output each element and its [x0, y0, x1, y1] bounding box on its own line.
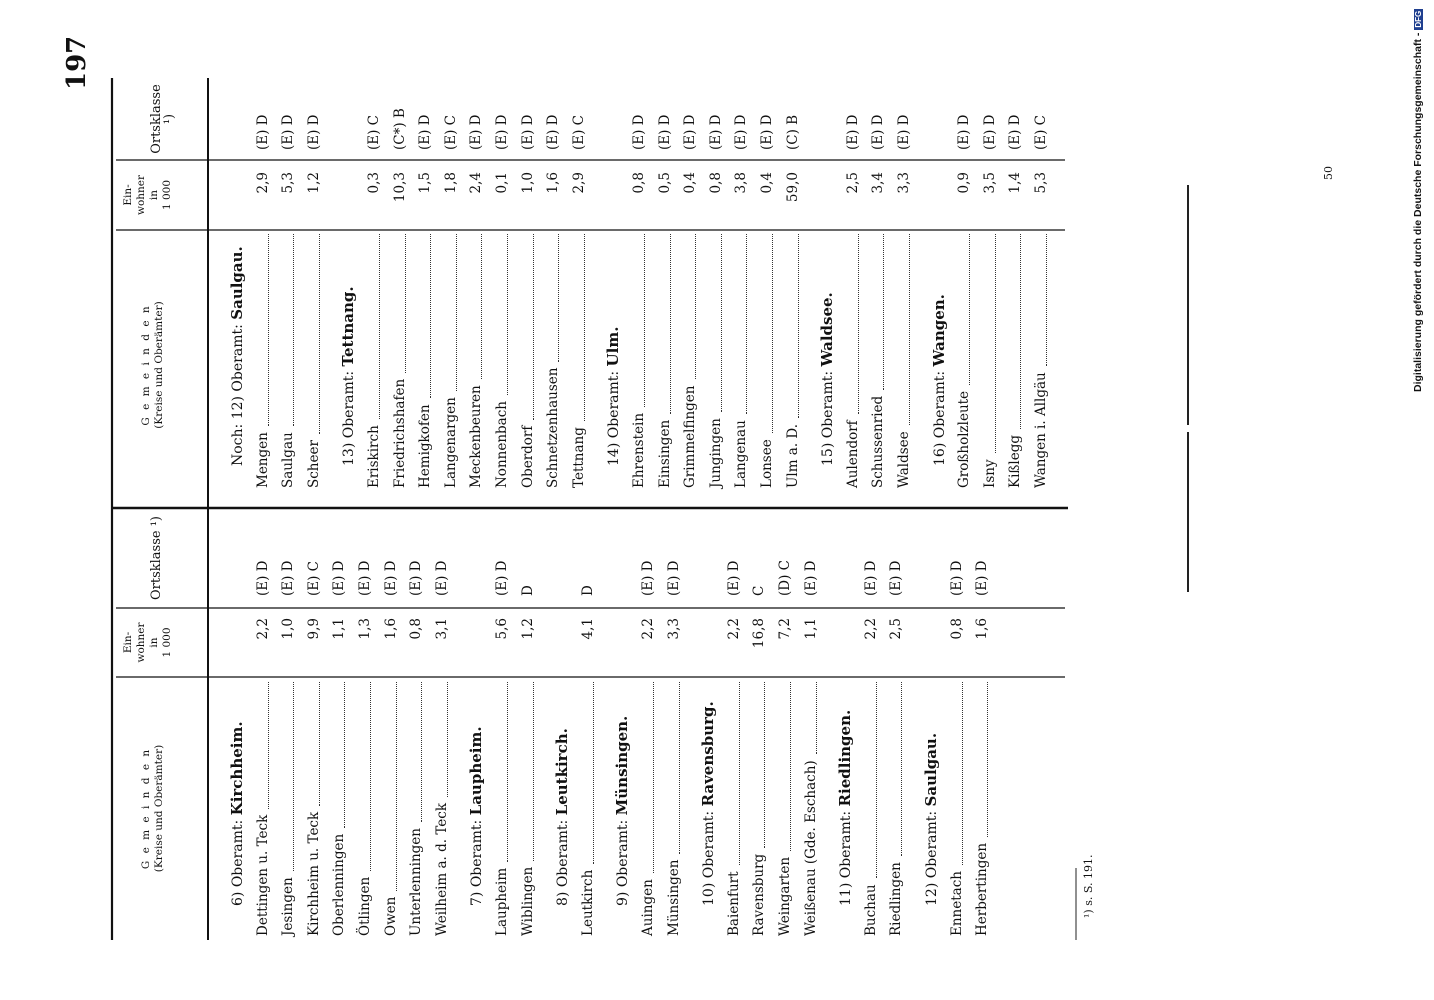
section-heading — [833, 508, 857, 936]
table-row — [892, 68, 916, 488]
gemeinde-name: Hemigkofen — [417, 404, 434, 488]
section-heading — [927, 68, 951, 488]
leader-dots — [695, 234, 696, 379]
leader-dots — [1046, 234, 1047, 366]
einwohner-value: 2,4 — [468, 172, 485, 194]
section-heading — [696, 508, 720, 936]
leader-dots — [790, 682, 791, 851]
ortsklasse-value: (E) D — [896, 114, 912, 150]
ortsklasse-value: (E) C — [1033, 114, 1049, 150]
table-row — [1029, 68, 1053, 488]
einwohner-value: 0,4 — [759, 172, 775, 194]
table-row — [662, 508, 686, 936]
gemeinde-name: Weingarten — [777, 856, 793, 936]
gemeinde-name: Waldsee — [896, 431, 912, 488]
section-heading — [225, 68, 249, 488]
digitization-note — [1412, 9, 1424, 392]
einwohner-value: 3,5 — [981, 172, 998, 194]
oberamt-name: Saulgau. — [922, 732, 940, 807]
table-row — [302, 508, 326, 936]
section-heading-text — [464, 726, 489, 906]
ortsklasse-value: (E) D — [733, 114, 750, 150]
leader-dots — [969, 234, 970, 385]
table-row — [251, 68, 275, 488]
table-row — [353, 508, 377, 936]
einwohner-value: 1,1 — [331, 618, 348, 640]
einwohner-value: 0,4 — [682, 172, 699, 194]
leader-dots — [379, 234, 380, 419]
einwohner-value: 0,8 — [408, 618, 425, 640]
ortsklasse-value: (E) D — [382, 560, 399, 596]
einwohner-value: 5,3 — [280, 172, 297, 194]
digitization-text: Digitalisierung gefördert durch die Deutsche Forschungsgemeinschaft - — [1412, 32, 1424, 392]
einwohner-value: 0,8 — [707, 172, 724, 194]
table-row — [678, 68, 702, 488]
leader-dots — [430, 234, 431, 398]
gemeinde-name: Laupheim — [494, 867, 510, 936]
leader-dots — [344, 682, 345, 828]
leader-dots — [293, 234, 294, 426]
table-row — [884, 508, 908, 936]
einwohner-value: 9,9 — [305, 618, 322, 640]
leader-dots — [679, 682, 680, 854]
einwohner-value: 16,8 — [751, 618, 768, 649]
table-row — [627, 68, 651, 488]
leader-dots — [883, 234, 884, 390]
einwohner-value: 7,2 — [777, 618, 793, 640]
section-heading-prefix: 9) Oberamt: — [615, 815, 632, 906]
einwohner-value: 1,8 — [442, 172, 459, 194]
gemeinde-name: Leutkirch — [579, 869, 596, 936]
section-heading-text — [601, 327, 626, 466]
einwohner-value: 1,6 — [974, 618, 991, 640]
gemeinde-name: Grimmelfingen — [682, 385, 699, 488]
header-gemeinden-label: G e m e i n d e n — [140, 304, 152, 426]
ortsklasse-value: (E) D — [417, 114, 434, 150]
dfg-logo: DFG — [1414, 10, 1423, 28]
gemeinde-name: Ravensburg — [751, 853, 768, 936]
gemeinde-name: Kirchheim u. Teck — [305, 811, 322, 936]
leader-dots — [746, 234, 747, 414]
table-row — [490, 68, 514, 488]
ortsklasse-value: (E) D — [640, 560, 656, 596]
einwohner-value: 1,6 — [382, 618, 399, 640]
section-heading-prefix: 15) Oberamt: — [820, 366, 837, 466]
table-row — [541, 68, 565, 488]
einwohner-value: 10,3 — [391, 172, 408, 203]
gemeinde-name: Wangen i. Allgäu — [1033, 372, 1049, 488]
table-row — [653, 68, 677, 488]
leader-dots — [268, 234, 269, 426]
table-row — [404, 508, 428, 936]
leader-dots — [901, 682, 902, 856]
table-row — [747, 508, 771, 936]
leader-dots — [533, 234, 534, 420]
gemeinde-name: Saulgau — [280, 432, 297, 488]
oberamt-name: Ravensburg. — [699, 701, 718, 807]
oberamt-name: Waldsee. — [818, 292, 837, 367]
ortsklasse-value: (E) D — [468, 114, 485, 150]
table-row — [729, 68, 753, 488]
einwohner-value: 3,8 — [733, 172, 750, 194]
einwohner-value: 3,3 — [896, 172, 912, 194]
ortsklasse-value: (E) C — [305, 560, 322, 596]
leader-dots — [739, 682, 740, 865]
ortsklasse-value: (E) D — [665, 560, 682, 596]
ortsklasse-value: D — [519, 585, 536, 596]
ortsklasse-value: (E) D — [862, 560, 879, 596]
ortsklasse-value: (E) D — [974, 560, 991, 596]
leader-dots — [447, 682, 448, 797]
leader-dots — [721, 234, 722, 412]
table-row — [636, 508, 660, 936]
section-heading-text — [696, 701, 721, 906]
ortsklasse-value: (E) D — [656, 114, 673, 150]
table-row — [704, 68, 728, 488]
table-row — [755, 68, 779, 488]
gemeinde-name: Weilheim a. d. Teck — [433, 802, 450, 936]
section-heading-prefix: 10) Oberamt: — [701, 806, 718, 906]
gemeinde-name: Oberlenningen — [331, 833, 348, 936]
gemeinde-name: Auingen — [640, 879, 656, 936]
oberamt-name: Saulgau. — [228, 246, 246, 320]
ortsklasse-value: (E) D — [254, 560, 271, 596]
header-gemeinden-left — [140, 677, 166, 940]
einwohner-value: 0,5 — [656, 172, 673, 194]
table-row — [781, 68, 805, 488]
gemeinde-name: Aulendorf — [844, 420, 861, 488]
ortsklasse-value: (E) D — [494, 114, 510, 150]
ortsklasse-value: (E) D — [545, 114, 562, 150]
table-row — [430, 508, 454, 936]
gemeinde-name: Jungingen — [707, 418, 724, 488]
table-row — [945, 508, 969, 936]
einwohner-value: 3,3 — [665, 618, 682, 640]
table-row — [362, 68, 386, 488]
header-gemeinden-sub: (Kreise und Oberämter) — [153, 744, 165, 873]
gemeinde-name: Herbertingen — [974, 842, 991, 936]
einwohner-value: 0,8 — [948, 618, 965, 640]
oberamt-name: Tettnang. — [339, 286, 358, 367]
ortsklasse-value: (C) B — [784, 114, 801, 150]
ortsklasse-value: (E) D — [948, 560, 965, 596]
gemeinde-name: Owen — [382, 896, 399, 936]
ortsklasse-value: (E) D — [981, 114, 998, 150]
ortsklasse-value: (E) D — [357, 560, 373, 596]
einwohner-value: 2,5 — [888, 618, 905, 640]
einwohner-value: 1,4 — [1007, 172, 1024, 194]
leader-dots — [858, 234, 859, 414]
einwohner-value: 2,2 — [862, 618, 879, 640]
oberamt-name: Laupheim. — [467, 726, 486, 816]
ortsklasse-value: (E) D — [802, 560, 819, 596]
header-gemeinden-right — [140, 230, 166, 500]
einwohner-value: 3,4 — [870, 172, 887, 194]
gemeinde-name: Isny — [981, 459, 998, 488]
table-row — [388, 68, 412, 488]
section-heading-text — [919, 733, 944, 906]
section-heading — [610, 508, 634, 936]
section-heading-prefix: 16) Oberamt: — [931, 366, 948, 466]
einwohner-value: 5,3 — [1033, 172, 1049, 194]
gemeinde-name: Unterlenningen — [408, 828, 425, 936]
gemeinde-name: Ennetach — [948, 871, 965, 936]
leader-dots — [319, 234, 320, 434]
table-row — [722, 508, 746, 936]
ortsklasse-value: (E) D — [631, 114, 647, 150]
einwohner-value: 0,8 — [631, 172, 647, 194]
leader-dots — [481, 234, 482, 379]
table-row — [567, 68, 591, 488]
ortsklasse-value: (E) D — [956, 114, 973, 150]
gemeinde-name: Langenargen — [442, 397, 459, 488]
section-heading — [601, 68, 625, 488]
gemeinde-name: Ehrenstein — [631, 412, 647, 488]
section-heading-text — [225, 721, 250, 906]
section-heading-prefix: 14) Oberamt: — [606, 366, 623, 466]
gemeinde-name: Schussenried — [870, 395, 887, 488]
leader-dots — [1020, 234, 1021, 429]
gemeinde-name: Wiblingen — [519, 866, 536, 936]
section-heading-prefix: 11) Oberamt: — [838, 806, 855, 906]
einwohner-value: 2,2 — [640, 618, 656, 640]
section-heading-text — [550, 728, 575, 906]
einwohner-value: 4,1 — [579, 618, 596, 640]
ortsklasse-value: (E) D — [759, 114, 775, 150]
ortsklasse-value: (D) C — [777, 560, 793, 596]
gemeinde-name: Tettnang — [570, 427, 587, 488]
leader-dots — [319, 682, 320, 806]
table-row — [773, 508, 797, 936]
einwohner-value: 59,0 — [784, 172, 801, 203]
einwohner-value: 2,9 — [254, 172, 271, 194]
header-ortsklasse-left: Ortsklasse ¹) — [149, 516, 164, 601]
gemeinde-name: Buchau — [862, 884, 879, 936]
page-number: 197 — [62, 35, 92, 90]
einwohner-value: 1,2 — [519, 618, 536, 640]
header-einwohner-right: Ein- wohner in 1 000 — [122, 174, 173, 216]
section-heading — [550, 508, 574, 936]
leader-dots — [293, 682, 294, 871]
table-row — [302, 68, 326, 488]
leader-dots — [421, 682, 422, 822]
ortsklasse-value: (E) D — [725, 560, 742, 596]
leader-dots — [268, 682, 269, 809]
ortsklasse-value: (E) D — [888, 560, 905, 596]
oberamt-name: Ulm. — [604, 326, 623, 367]
table-row — [516, 508, 540, 936]
section-heading-text — [610, 716, 635, 906]
leader-dots — [507, 682, 508, 862]
gemeinde-name: Großholzleute — [956, 390, 973, 488]
footnote: ¹) s. S. 191. — [1082, 854, 1095, 918]
gemeinde-name: Einsingen — [656, 419, 673, 488]
section-heading — [464, 508, 488, 936]
table-row — [799, 508, 823, 936]
einwohner-value: 1,0 — [519, 172, 536, 194]
gemeinde-name: Eriskirch — [366, 425, 382, 488]
gemeinde-name: Ötlingen — [357, 876, 373, 936]
section-heading-prefix: 8) Oberamt: — [555, 815, 572, 906]
leader-dots — [909, 234, 910, 425]
gemeinde-name: Münsingen — [665, 859, 682, 936]
ortsklasse-value: (E) D — [682, 114, 699, 150]
leader-dots — [987, 682, 988, 837]
einwohner-value: 0,1 — [494, 172, 510, 194]
ortsklasse-value: D — [579, 585, 596, 596]
einwohner-value: 2,9 — [570, 172, 587, 194]
einwohner-value: 0,9 — [956, 172, 973, 194]
einwohner-value: 1,5 — [417, 172, 434, 194]
einwohner-value: 2,2 — [725, 618, 742, 640]
leader-dots — [653, 682, 654, 873]
gemeinde-name: Weißenau (Gde. Eschach) — [802, 760, 819, 936]
section-heading-text — [225, 246, 250, 466]
gemeinde-name: Meckenbeuren — [468, 385, 485, 488]
ortsklasse-value: (E) C — [442, 114, 459, 150]
einwohner-value: 1,2 — [305, 172, 322, 194]
leader-dots — [876, 682, 877, 878]
gemeinde-name: Friedrichshafen — [391, 378, 408, 488]
oberamt-name: Wangen. — [929, 294, 948, 367]
gemeinde-name: Mengen — [254, 432, 271, 488]
leader-dots — [816, 682, 817, 754]
ortsklasse-value: (E) D — [519, 114, 536, 150]
header-einwohner-left: Ein- wohner in 1 000 — [122, 622, 173, 663]
leader-dots — [772, 234, 773, 433]
leader-dots — [584, 234, 585, 421]
einwohner-value: 2,2 — [254, 618, 271, 640]
gemeinde-name: Langenau — [733, 420, 750, 488]
ortsklasse-value: (E) D — [280, 560, 297, 596]
gemeinde-name: Dettingen u. Teck — [254, 814, 271, 936]
table-row — [978, 68, 1002, 488]
ortsklasse-value: (E) D — [844, 114, 861, 150]
section-heading-prefix: 6) Oberamt: — [230, 815, 246, 906]
section-heading-prefix: Noch: 12) Oberamt: — [230, 319, 246, 466]
table-row — [576, 508, 600, 936]
ortsklasse-value: (E) C — [570, 114, 587, 150]
einwohner-value: 1,3 — [357, 618, 373, 640]
ortsklasse-value: (E) D — [433, 560, 450, 596]
leader-dots — [764, 682, 765, 848]
ortsklasse-value: (E) D — [305, 114, 322, 150]
oberamt-name: Münsingen. — [613, 715, 632, 816]
table-row — [251, 508, 275, 936]
gemeinde-name: Baienfurt — [725, 871, 742, 936]
section-heading-prefix: 12) Oberamt: — [924, 806, 940, 906]
leader-dots — [995, 234, 996, 453]
leader-dots — [456, 234, 457, 391]
section-heading-prefix: 7) Oberamt: — [469, 815, 486, 906]
section-heading-text — [833, 710, 858, 906]
section-heading — [225, 508, 249, 936]
oberamt-name: Kirchheim. — [228, 721, 246, 816]
section-heading-prefix: 13) Oberamt: — [341, 366, 358, 466]
ortsklasse-value: C — [751, 585, 768, 596]
table-row — [952, 68, 976, 488]
table-row — [866, 68, 890, 488]
ortsklasse-value: (E) D — [1007, 114, 1024, 150]
leader-dots — [593, 682, 594, 864]
table-row — [841, 68, 865, 488]
table-row — [276, 508, 300, 936]
einwohner-value: 2,5 — [844, 172, 861, 194]
einwohner-value: 1,0 — [280, 618, 297, 640]
gemeinde-name: Schnetzenhausen — [545, 367, 562, 488]
leader-dots — [396, 682, 397, 891]
gemeinde-name: Ulm a. D. — [784, 423, 801, 488]
gemeinde-name: Kißlegg — [1007, 434, 1024, 488]
table-row — [970, 508, 994, 936]
ortsklasse-value: (E) D — [707, 114, 724, 150]
gemeinde-name: Lonsee — [759, 439, 775, 488]
section-heading-text — [815, 292, 840, 466]
ortsklasse-value: (E) D — [254, 114, 271, 150]
leader-dots — [644, 234, 645, 407]
section-heading-text — [336, 286, 361, 466]
einwohner-value: 5,6 — [494, 618, 510, 640]
leader-dots — [962, 682, 963, 865]
margin-number: 50 — [1322, 166, 1335, 180]
table-row — [859, 508, 883, 936]
table-row — [413, 68, 437, 488]
ortsklasse-value: (E) D — [494, 560, 510, 596]
ortsklasse-value: (E) D — [331, 560, 348, 596]
gemeinde-name: Scheer — [305, 440, 322, 488]
ortsklasse-value: (E) D — [280, 114, 297, 150]
leader-dots — [507, 234, 508, 395]
section-heading — [336, 68, 360, 488]
gemeinde-name: Jesingen — [280, 877, 297, 936]
leader-dots — [533, 682, 534, 861]
einwohner-value: 3,1 — [433, 618, 450, 640]
ortsklasse-value: (E) D — [408, 560, 425, 596]
table-row — [516, 68, 540, 488]
gemeinde-name: Nonnenbach — [494, 401, 510, 488]
gemeinde-name: Riedlingen — [888, 862, 905, 936]
ortsklasse-value: (E) C — [366, 114, 382, 150]
table-row — [276, 68, 300, 488]
table-row — [464, 68, 488, 488]
table-row — [439, 68, 463, 488]
table-row — [1003, 68, 1027, 488]
header-gemeinden-label: G e m e i n d e n — [140, 747, 152, 870]
table-row — [327, 508, 351, 936]
table-row — [490, 508, 514, 936]
section-heading-text — [927, 294, 952, 466]
oberamt-name: Riedlingen. — [836, 709, 855, 807]
einwohner-value: 0,3 — [366, 172, 382, 194]
header-gemeinden-sub: (Kreise und Oberämter) — [153, 301, 165, 429]
table-row — [379, 508, 403, 936]
gemeinde-name: Oberdorf — [519, 425, 536, 488]
section-heading — [919, 508, 943, 936]
ortsklasse-value: (C*) B — [391, 108, 408, 150]
einwohner-value: 1,6 — [545, 172, 562, 194]
leader-dots — [370, 682, 371, 871]
einwohner-value: 1,1 — [802, 618, 819, 640]
leader-dots — [798, 234, 799, 418]
leader-dots — [558, 234, 559, 362]
leader-dots — [670, 234, 671, 414]
section-heading — [815, 68, 839, 488]
oberamt-name: Leutkirch. — [553, 728, 572, 816]
ortsklasse-value: (E) D — [870, 114, 887, 150]
leader-dots — [405, 234, 406, 373]
header-ortsklasse-right: Ortsklasse ¹) — [149, 84, 177, 154]
